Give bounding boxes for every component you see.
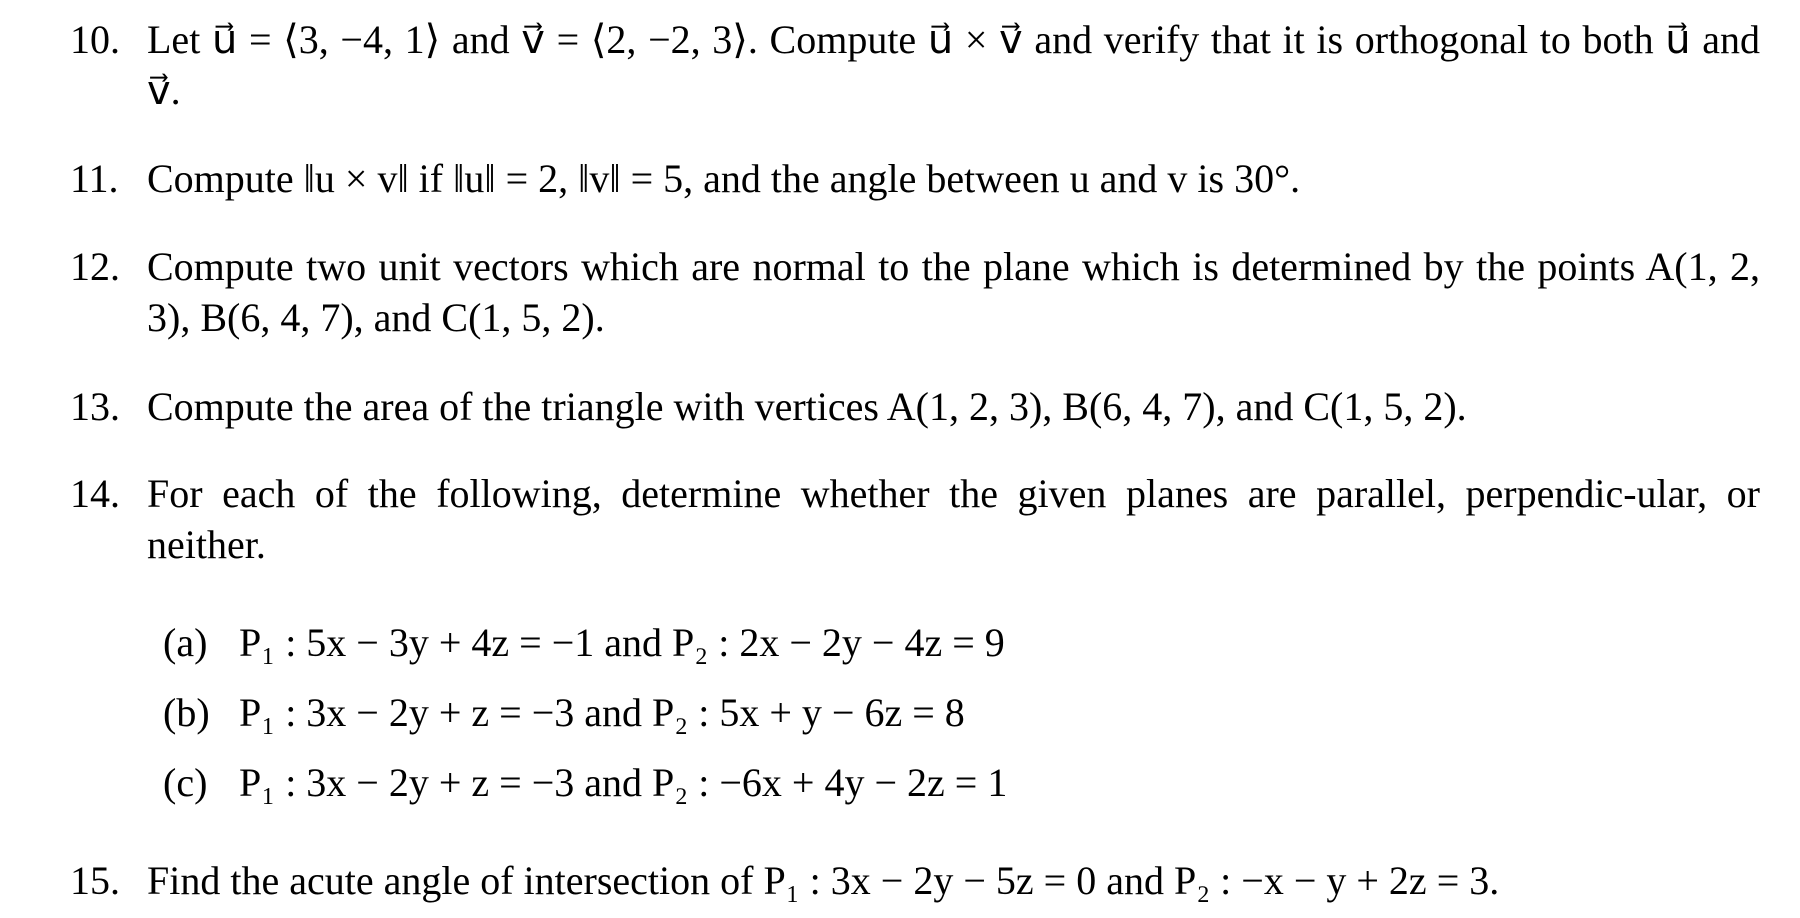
problem-text: Compute the area of the triangle with vertices A(1, 2, 3), B(6, 4, 7), and C(1, 5, 2). <box>147 384 1467 429</box>
problem-13 <box>70 381 1760 432</box>
problem-text: Find the acute angle of intersection of P₁ : 3x − 2y − 5z = 0 and P₂ : −x − y + 2z = 3. <box>147 858 1500 903</box>
problem-text: Compute two unit vectors which are normal to the plane which is determined by the points A(1, 2, 3), B(6, 4, 7), and C(1, 5, 2). <box>147 244 1760 340</box>
problem-text: Compute ‖u × v‖ if ‖u‖ = 2, ‖v‖ = 5, and the angle between u and v is 30°. <box>147 156 1301 201</box>
part-equation: P₁ : 3x − 2y + z = −3 and P₂ : 5x + y − 6z = 8 <box>239 690 965 735</box>
problem-number: 15. <box>70 858 120 903</box>
part-label: (a) <box>163 620 208 665</box>
problem-number: 14. <box>70 471 120 516</box>
part-label: (c) <box>163 760 208 805</box>
problem-number: 13. <box>70 384 120 429</box>
part-equation: P₁ : 3x − 2y + z = −3 and P₂ : −6x + 4y − 2z = 1 <box>239 760 1008 805</box>
problem-14 <box>70 468 1760 570</box>
problem-number: 12. <box>70 244 120 289</box>
problem-text: Let u⃗ = ⟨3, −4, 1⟩ and v⃗ = ⟨2, −2, 3⟩. Compute u⃗ × v⃗ and verify that it is orthogonal to both u⃗ and v⃗. <box>147 17 1760 113</box>
problem-text: For each of the following, determine whether the given planes are parallel, perpendic-ular, or neither. <box>147 471 1760 567</box>
problem-12 <box>70 241 1760 343</box>
part-equation: P₁ : 5x − 3y + 4z = −1 and P₂ : 2x − 2y − 4z = 9 <box>239 620 1005 665</box>
problem-number: 10. <box>70 17 120 62</box>
part-label: (b) <box>163 690 210 735</box>
problem-15 <box>70 855 1760 906</box>
problem-11 <box>70 153 1760 204</box>
problem-number: 11. <box>70 156 119 201</box>
problem-10 <box>70 14 1760 116</box>
